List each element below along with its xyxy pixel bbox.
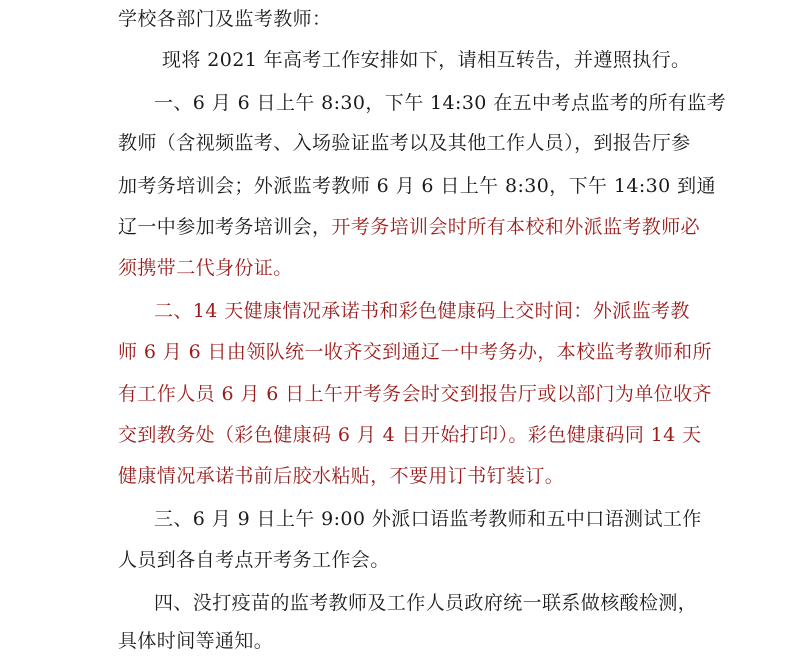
section-1-line-4-highlight: 开考务培训会时所有本校和外派监考教师必 xyxy=(331,216,701,238)
section-2-line-3: 有工作人员 6 月 6 日上午开考务会时交到报告厅或以部门为单位收齐 xyxy=(118,383,712,405)
salutation: 学校各部门及监考教师： xyxy=(118,8,332,30)
section-4-line-2: 具体时间等通知。 xyxy=(118,630,274,652)
section-1-line-4 xyxy=(118,214,700,240)
section-3-line-2: 人员到各自考点开考务工作会。 xyxy=(118,549,390,571)
section-1-line-3: 加考务培训会；外派监考教师 6 月 6 日上午 8:30，下午 14:30 到通 xyxy=(118,175,716,197)
section-1-line-5: 须携带二代身份证。 xyxy=(118,257,293,279)
section-3-line-1: 三、6 月 9 日上午 9:00 外派口语监考教师和五中口语测试工作 xyxy=(154,508,702,530)
section-1-line-4-plain: 辽一中参加考务培训会， xyxy=(118,216,332,238)
section-1-line-2: 教师（含视频监考、入场验证监考以及其他工作人员），到报告厅参 xyxy=(118,132,691,154)
section-2-line-4: 交到教务处（彩色健康码 6 月 4 日开始打印）。彩色健康码同 14 天 xyxy=(118,424,702,446)
section-2-line-1: 二、14 天健康情况承诺书和彩色健康码上交时间：外派监考教 xyxy=(154,300,690,322)
intro-paragraph: 现将 2021 年高考工作安排如下，请相互转告，并遵照执行。 xyxy=(162,49,691,71)
section-4-line-1: 四、没打疫苗的监考教师及工作人员政府统一联系做核酸检测， xyxy=(154,592,698,614)
section-2-line-2: 师 6 月 6 日由领队统一收齐交到通辽一中考务办，本校监考教师和所 xyxy=(118,341,712,363)
section-2-line-5: 健康情况承诺书前后胶水粘贴，不要用订书钉装订。 xyxy=(118,465,565,487)
section-1-line-1: 一、6 月 6 日上午 8:30，下午 14:30 在五中考点监考的所有监考 xyxy=(154,92,727,114)
